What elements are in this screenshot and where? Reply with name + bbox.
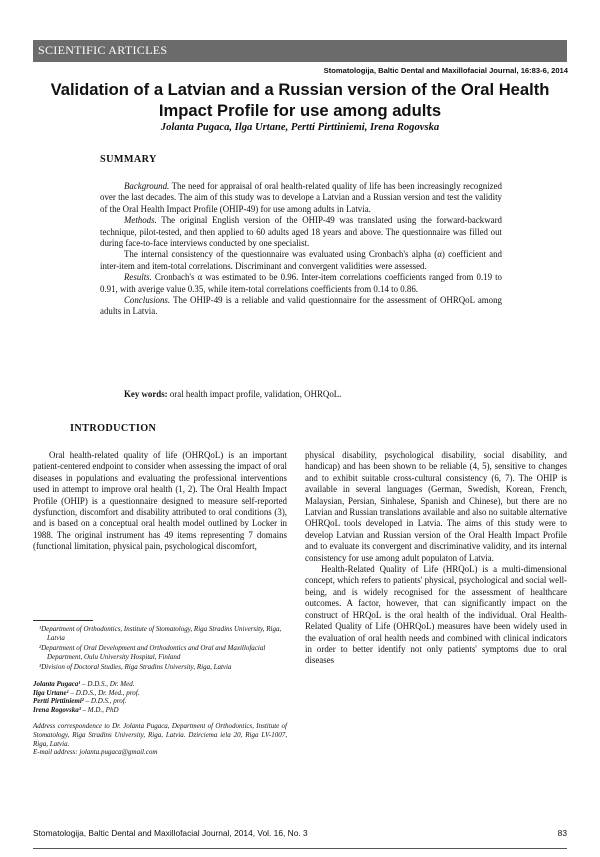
correspondence-address: Address correspondence to Dr. Jolanta Pugaca, Department of Orthodontics, Institute of Stomatology, Riga Stradins University, Riga, Latvia. Dzirciema iela 20, Riga LV-1007, Riga, Latvia. — [33, 722, 287, 748]
footer-rule — [33, 848, 567, 849]
author-name-4: Irena Rogovska³ — [33, 705, 81, 714]
intro-paragraph-2: Health-Related Quality of Life (HRQoL) is a multi-dimensional concept, which refers to patients' physical, psychological and social well-being, and is widely recognised for the assessment of healthcare outcomes. A factor, however, that can significantly impact on the construct of HRQoL is the oral health of the individual. Oral Health-Related Quality of Life (OHRQoL) measures have been widely used in the evaluation of oral health needs and combined with clinical indicators in order to better identify not only patients' symptoms due to oral diseases — [305, 564, 567, 666]
article-authors: Jolanta Pugaca, Ilga Urtane, Pertti Pirttiniemi, Irena Rogovska — [160, 122, 440, 133]
footer-citation: Stomatologija, Baltic Dental and Maxillofacial Journal, 2014, Vol. 16, No. 3 — [33, 828, 308, 838]
background-label: Background. — [124, 181, 170, 191]
conclusions-text: The OHIP-49 is a reliable and valid questionnaire for the assessment of OHRQoL among adults in Latvia. — [100, 295, 502, 317]
keywords — [100, 389, 502, 400]
author-degree-text-4: – M.D., PhD — [80, 705, 119, 714]
affiliation-3: ³Division of Doctoral Studies, Riga Stradins University, Riga, Latvia — [39, 663, 232, 672]
summary-results — [100, 272, 502, 295]
footnote-rule — [33, 620, 93, 621]
intro-left-column — [33, 450, 287, 553]
page-number: 83 — [557, 828, 567, 838]
background-text: The need for appraisal of oral health-related quality of life has been increasingly recognized over the last decades. The aim of this study was to develope a Latvian and a Russian version and test the validity of the Oral Health Impact Profile (OHIP-49) for use among adults in Latvia. — [100, 181, 502, 214]
footnotes — [33, 625, 287, 757]
methods-text: The original English version of the OHIP-49 was translated using the forward-backward technique, pilot-tested, and then applied to 60 adults aged 18 years and above. The questionnaire was filled out during face-to-face interviews conducted by one specialist. — [100, 215, 502, 249]
author-degree-text-3: – D.D.S., prof. — [83, 697, 127, 706]
author-name-3: Pertti Pirttiniemi² — [33, 697, 84, 706]
introduction-heading: INTRODUCTION — [70, 423, 157, 434]
author-degree-2 — [33, 689, 287, 698]
results-text: Cronbach's α was estimated to be 0.96. Inter-item correlations coefficients ranged from 0.19 to 0.91, with averige value 0.35, while item-total correlations coefficients from 0.14 to 0.86. — [100, 272, 502, 294]
correspondence-email: E-mail address: jolanta.pugaca@gmail.com — [33, 748, 158, 757]
author-degree-4 — [33, 706, 287, 715]
article-title: Validation of a Latvian and a Russian version of the Oral Health Impact Profile for use among adults — [50, 80, 550, 120]
journal-reference: Stomatologija, Baltic Dental and Maxillofacial Journal, 16:83-6, 2014 — [323, 66, 568, 75]
keywords-label: Key words: — [124, 389, 168, 399]
methods-label: Methods. — [124, 215, 157, 226]
summary-methods — [100, 215, 502, 249]
author-degree-text-1: – D.D.S., Dr. Med. — [80, 679, 135, 688]
results-label: Results. — [124, 272, 152, 283]
author-degree-3 — [33, 697, 287, 706]
author-name-1: Jolanta Pugaca¹ — [33, 679, 81, 688]
author-degree-1 — [33, 680, 287, 689]
affiliation-2: ²Department of Oral Development and Orthodontics and Oral and Maxillofacial Department, Oulu University Hospital, Finland — [39, 644, 266, 661]
keywords-line — [100, 389, 502, 400]
conclusions-label: Conclusions. — [124, 295, 171, 306]
summary-conclusions — [100, 295, 502, 318]
summary-body — [100, 181, 502, 318]
affiliation-1: ¹Department of Orthodontics, Institute of Stomatology, Riga Stradins University, Riga, Latvia — [39, 625, 282, 642]
summary-methods-2: The internal consistency of the questionnaire was evaluated using Cronbach's alpha (α) coefficient and inter-item and item-total correlations. Discriminant and convergent validities were assessed. — [100, 249, 502, 271]
author-name-2: Ilga Urtane¹ — [33, 688, 69, 697]
intro-right-column — [305, 450, 567, 667]
summary-heading: SUMMARY — [100, 154, 157, 165]
intro-paragraph-1-cont: physical disability, psychological disability, social disability, and handicap) and has been shown to be reliable (4, 5), sensitive to changes and to exhibit suitable cross-cultural consistency (6, 7). The OHIP is available in several languages (German, Swedish, Korean, French, Malaysian, Persian, Sinhalese, Spanish and Chinese), but there are no Latvian and Russian translations available and also no suitable alternative OHRQoL tools developed in Latvia. The aims of this study were to develop Latvian and Russian version of the Oral Health Impact Profile and to evaluate its convergent and discriminative validity, and its internal consistency for use among adult populaton of Latvia. — [305, 450, 567, 563]
summary-background — [100, 181, 502, 215]
keywords-text: oral health impact profile, validation, OHRQoL. — [167, 389, 342, 399]
author-degree-text-2: – D.D.S., Dr. Med., prof. — [68, 688, 140, 697]
intro-paragraph-1: Oral health-related quality of life (OHRQoL) is an important patient-centered endpoint to consider when assessing the impact of oral diseases in populations and evaluating the professional interventions used in attempt to improve oral health (1, 2). The Oral Health Impact Profile (OHIP) is a questionnaire designed to measure self-reported dysfunction, discomfort and disability attributed to oral conditions (3), and is based on a conceptual oral health model outlined by Locker in 1988. The original instrument has 49 items representing 7 domains (functional limitation, physical pain, psychological discomfort, — [33, 450, 287, 552]
section-label: SCIENTIFIC ARTICLES — [38, 43, 168, 57]
